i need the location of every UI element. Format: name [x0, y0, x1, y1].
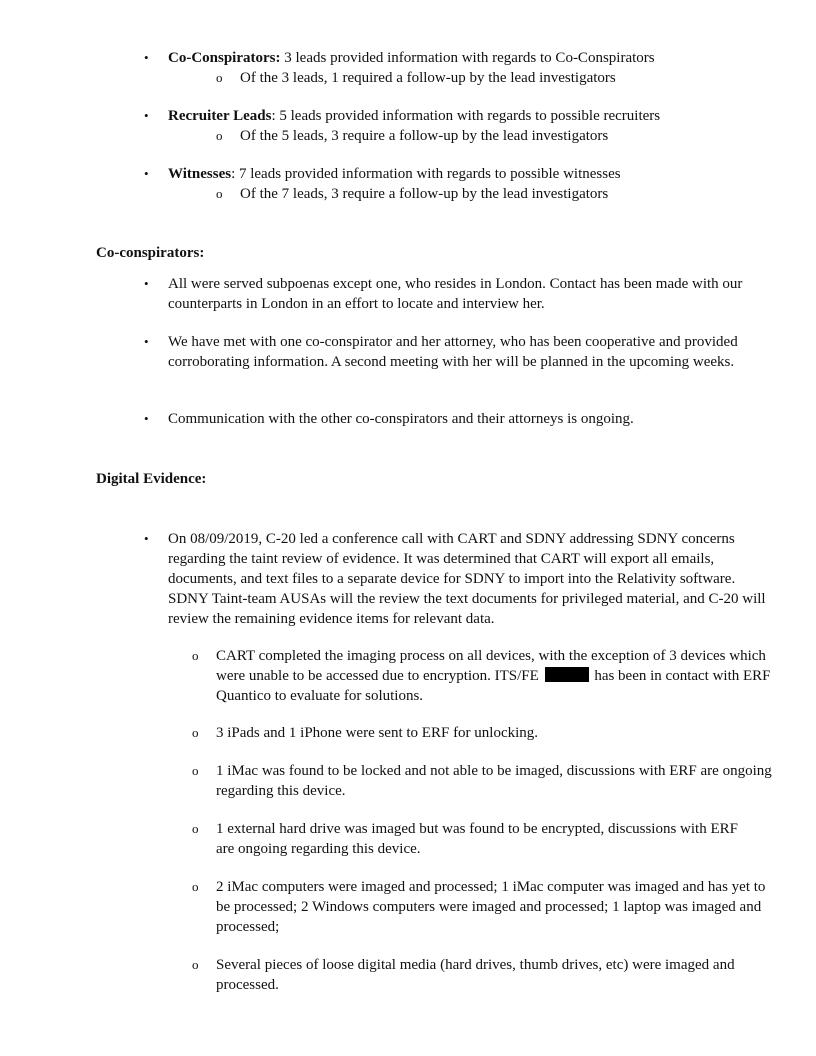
redaction-box	[545, 667, 589, 682]
coconspirator-item: All were served subpoenas except one, who resides in London. Contact has been made with our counterparts in London in an effort to locate and interview her.	[168, 276, 743, 312]
bullet-icon: •	[144, 50, 149, 65]
bullet-icon: •	[144, 166, 149, 181]
sub-bullet-icon: o	[192, 648, 199, 663]
section-heading-digital-evidence: Digital Evidence:	[96, 471, 207, 487]
sub-bullet-icon: o	[192, 957, 199, 972]
coconspirator-item: We have met with one co-conspirator and her attorney, who has been cooperative and provided corroborating information. A second meeting with her will be planned in the upcoming weeks.	[168, 334, 738, 370]
bullet-icon: •	[144, 531, 149, 546]
digital-subitem: 2 iMac computers were imaged and processed; 1 iMac computer was imaged and has yet to be processed; 2 Windows computers were imaged and processed; 1 laptop was imaged and processed;	[216, 879, 766, 935]
bullet-icon: •	[144, 276, 149, 291]
sub-bullet-icon: o	[192, 821, 199, 836]
summary-item-witnesses: Witnesses: 7 leads provided information with regards to possible witnesses	[168, 166, 621, 182]
summary-subitem: Of the 5 leads, 3 require a follow-up by the lead investigators	[240, 128, 609, 144]
summary-label: Co-Conspirators:	[168, 50, 281, 66]
summary-item-coconspirators: Co-Conspirators: 3 leads provided information with regards to Co-Conspirators	[168, 50, 655, 66]
bullet-icon: •	[144, 334, 149, 349]
sub-bullet-icon: o	[192, 725, 199, 740]
summary-label: Recruiter Leads	[168, 108, 272, 124]
digital-subitem: CART completed the imaging process on all devices, with the exception of 3 devices which were unable to be accessed due to encryption. ITS/FE has been in contact with ERF Quantico to evaluate for solutions.	[216, 648, 771, 704]
digital-subitem: Several pieces of loose digital media (hard drives, thumb drives, etc) were imaged and processed.	[216, 957, 735, 993]
section-heading-coconspirators: Co-conspirators:	[96, 245, 205, 261]
sub-bullet-icon: o	[216, 186, 223, 201]
digital-subitem: 1 external hard drive was imaged but was found to be encrypted, discussions with ERF are ongoing regarding this device.	[216, 821, 738, 857]
digital-subitem: 1 iMac was found to be locked and not able to be imaged, discussions with ERF are ongoing regarding this device.	[216, 763, 772, 799]
sub-bullet-icon: o	[192, 763, 199, 778]
sub-bullet-icon: o	[216, 70, 223, 85]
digital-evidence-main: On 08/09/2019, C-20 led a conference call with CART and SDNY addressing SDNY concerns regarding the taint review of evidence. It was determined that CART will export all emails, documents, and text files to a separate device for SDNY to import into the Relativity software. SDNY Taint-team AUSAs will the review the text documents for privileged material, and C-20 will review the remaining evidence items for relevant data.	[168, 531, 766, 627]
summary-label: Witnesses	[168, 166, 232, 182]
sub-bullet-icon: o	[216, 128, 223, 143]
coconspirator-item: Communication with the other co-conspirators and their attorneys is ongoing.	[168, 411, 634, 427]
sub-bullet-icon: o	[192, 879, 199, 894]
summary-subitem: Of the 7 leads, 3 require a follow-up by the lead investigators	[240, 186, 609, 202]
digital-subitem: 3 iPads and 1 iPhone were sent to ERF for unlocking.	[216, 725, 539, 741]
bullet-icon: •	[144, 411, 149, 426]
summary-item-recruiters: Recruiter Leads: 5 leads provided information with regards to possible recruiters	[168, 108, 661, 124]
summary-subitem: Of the 3 leads, 1 required a follow-up by the lead investigators	[240, 70, 616, 86]
bullet-icon: •	[144, 108, 149, 123]
